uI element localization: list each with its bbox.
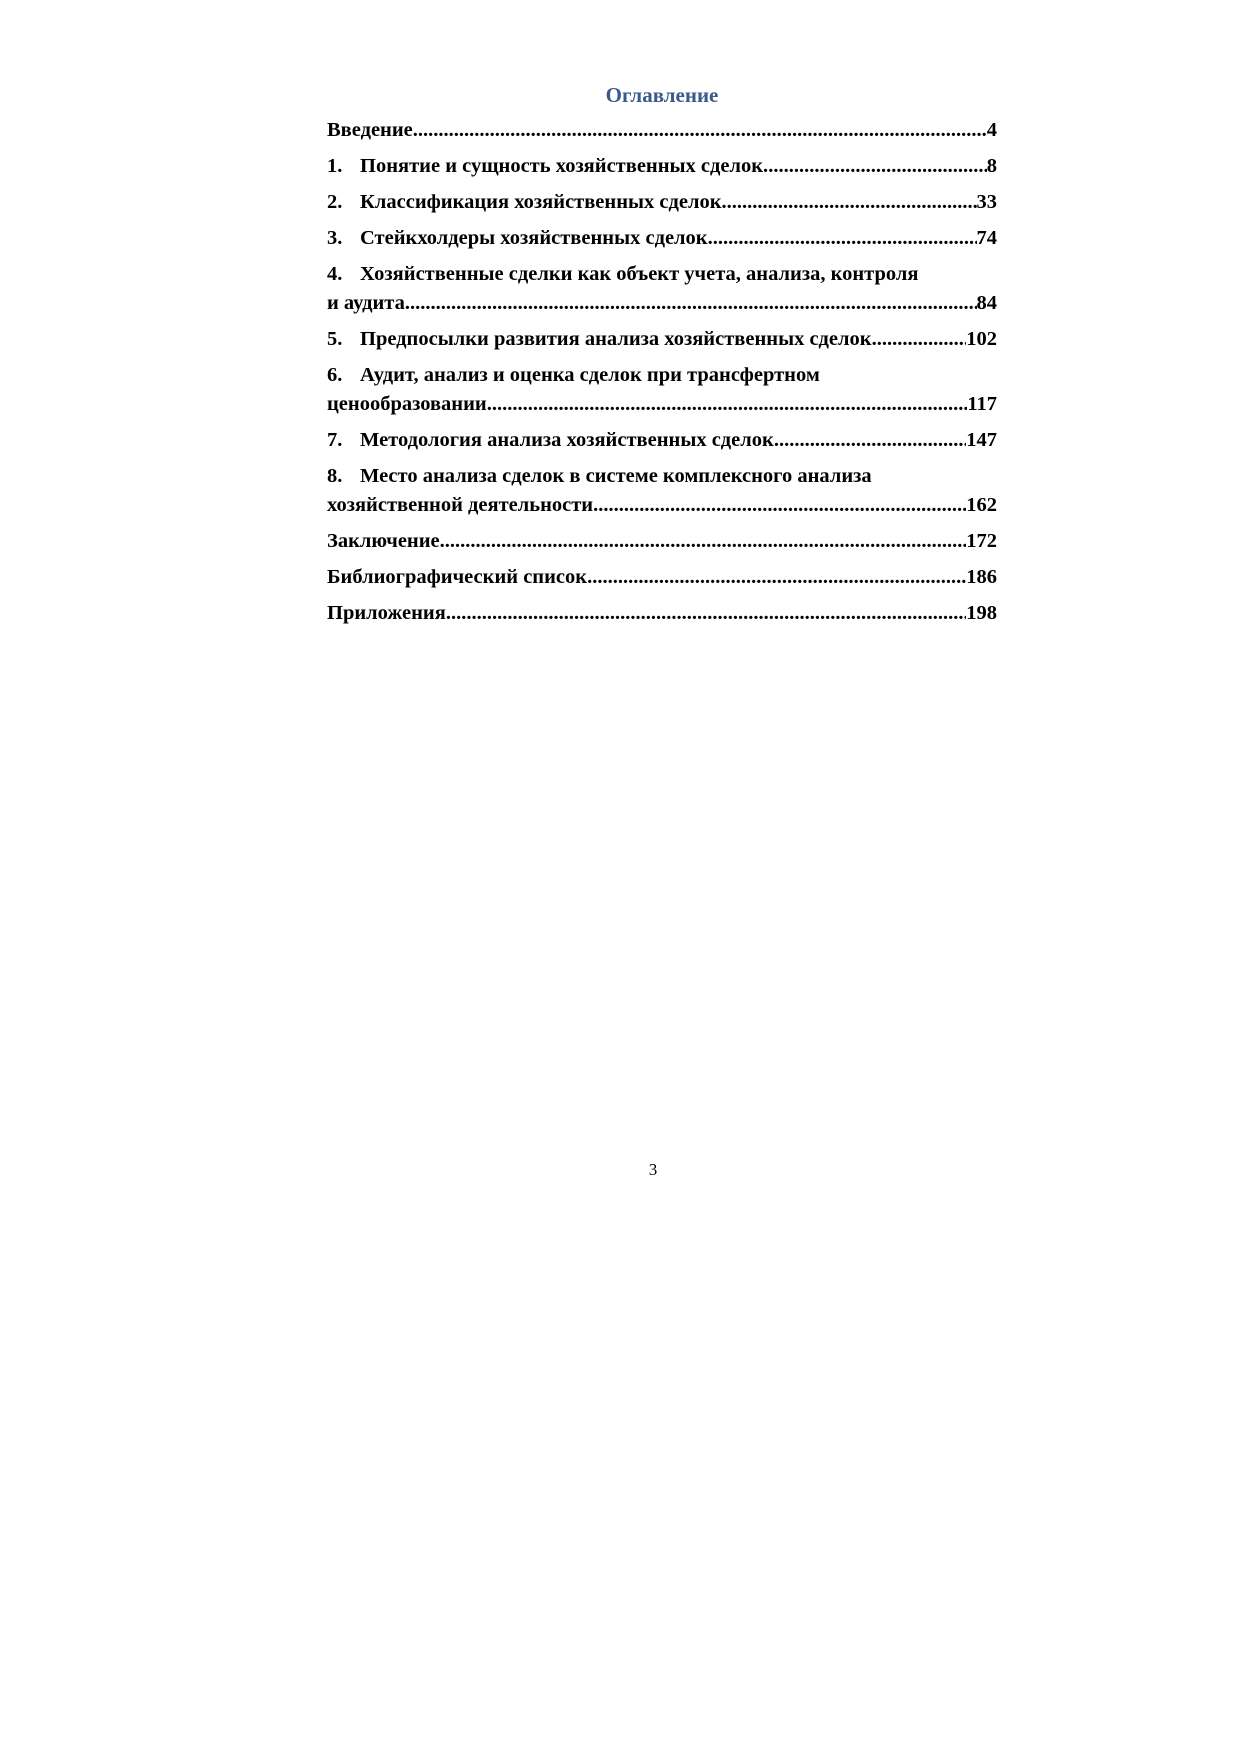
- dot-leader: [587, 563, 966, 592]
- toc-entry-chapter-3[interactable]: [327, 224, 997, 260]
- toc-entry-label: Стейкхолдеры хозяйственных сделок.: [360, 227, 713, 249]
- toc-entry-label: Введение: [327, 119, 413, 141]
- toc-entry-chapter-1[interactable]: [327, 152, 997, 188]
- toc-entry-label: Библиографический список: [327, 566, 588, 588]
- toc-entry-number: 7.: [327, 429, 343, 451]
- toc-entry-page: 84: [976, 292, 997, 314]
- toc-entry-chapter-2[interactable]: [327, 188, 997, 224]
- toc-entry-introduction[interactable]: [327, 116, 997, 152]
- toc-entry-page: 117: [967, 393, 997, 415]
- dot-leader: [405, 289, 977, 318]
- toc-entry-conclusion[interactable]: [327, 527, 997, 563]
- table-of-contents: [327, 78, 997, 635]
- dot-leader: [774, 426, 966, 455]
- toc-entry-number: 2.: [327, 191, 343, 213]
- dot-leader: [413, 116, 987, 145]
- dot-leader: [768, 152, 987, 181]
- dot-leader: [713, 224, 977, 253]
- dot-leader: [440, 527, 967, 556]
- toc-entry-page: 198: [966, 602, 997, 624]
- toc-entry-label: Заключение: [327, 530, 440, 552]
- toc-entry-chapter-5[interactable]: [327, 325, 997, 361]
- toc-entry-appendices[interactable]: [327, 599, 997, 635]
- toc-entry-number: 3.: [327, 227, 343, 249]
- toc-entry-page: 172: [966, 530, 997, 552]
- toc-entry-label-continued: и аудита: [327, 292, 405, 314]
- dot-leader: [727, 188, 977, 217]
- toc-entry-page: 147: [966, 429, 997, 451]
- toc-entry-bibliography[interactable]: [327, 563, 997, 599]
- toc-entry-chapter-8[interactable]: [327, 462, 997, 527]
- toc-entry-number: 6.: [327, 364, 343, 386]
- toc-entry-label: Понятие и сущность хозяйственных сделок.: [360, 155, 769, 177]
- toc-entry-number: 5.: [327, 328, 343, 350]
- toc-entry-label-continued: ценообразовании: [327, 393, 487, 415]
- dot-leader: [446, 599, 966, 628]
- toc-entry-label: Классификация хозяйственных сделок.: [360, 191, 727, 213]
- toc-entry-label: Методология анализа хозяйственных сделок: [360, 429, 774, 451]
- toc-entry-label: Аудит, анализ и оценка сделок при трансфертном: [360, 364, 820, 386]
- dot-leader: [872, 325, 967, 354]
- toc-entry-number: 4.: [327, 263, 343, 285]
- toc-entry-number: 1.: [327, 155, 343, 177]
- toc-entry-number: 8.: [327, 465, 343, 487]
- dot-leader: [487, 390, 968, 419]
- toc-entry-page: 33: [976, 191, 997, 213]
- toc-entry-page: 4: [986, 119, 997, 141]
- toc-entry-label: Хозяйственные сделки как объект учета, анализа, контроля: [360, 263, 919, 285]
- toc-entry-page: 162: [966, 494, 997, 516]
- toc-entry-label: Приложения: [327, 602, 446, 624]
- toc-entry-chapter-6[interactable]: [327, 361, 997, 426]
- toc-entry-page: 186: [966, 566, 997, 588]
- page-number: 3: [648, 1160, 658, 1179]
- toc-entry-chapter-4[interactable]: [327, 260, 997, 325]
- dot-leader: [593, 491, 966, 520]
- toc-entry-label: Предпосылки развития анализа хозяйственных сделок: [360, 328, 872, 350]
- toc-entry-page: 74: [976, 227, 997, 249]
- toc-entry-label: Место анализа сделок в системе комплексного анализа: [360, 465, 872, 487]
- toc-title: Оглавление: [605, 83, 719, 107]
- toc-entry-chapter-7[interactable]: [327, 426, 997, 462]
- toc-entry-label-continued: хозяйственной деятельности: [327, 494, 594, 516]
- toc-entry-page: 8: [986, 155, 997, 177]
- toc-entry-page: 102: [966, 328, 997, 350]
